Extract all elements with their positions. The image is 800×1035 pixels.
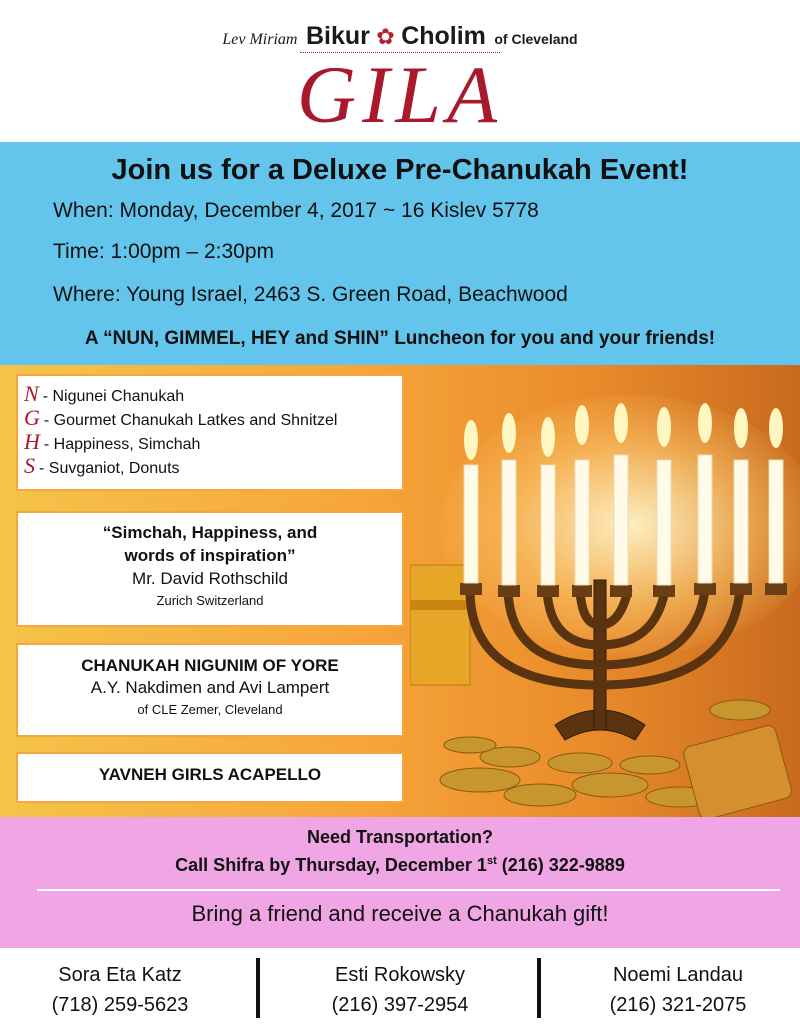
event-time: Time: 1:00pm – 2:30pm — [53, 240, 274, 263]
nghs-card — [16, 374, 404, 491]
event-where: Where: Young Israel, 2463 S. Green Road, Beachwood — [53, 283, 568, 306]
contact-separator — [256, 958, 260, 1018]
music-title: CHANUKAH NIGUNIM OF YORE — [81, 656, 339, 675]
event-info-panel — [0, 142, 800, 365]
transport-contact — [0, 855, 800, 876]
letter-n: N — [24, 381, 39, 406]
transport-question: Need Transportation? — [306, 827, 494, 847]
contact-separator — [537, 958, 541, 1018]
nghs-item-n — [24, 382, 396, 406]
menorah-photo-area — [0, 365, 800, 817]
contacts-footer — [0, 948, 800, 1035]
music-card — [16, 643, 404, 737]
event-headline: Join us for a Deluxe Pre-Chanukah Event! — [111, 154, 689, 186]
contact-phone: (718) 259-5623 — [51, 994, 189, 1016]
music-performers: A.Y. Nakdimen and Avi Lampert — [90, 678, 330, 697]
yavneh-card — [16, 752, 404, 803]
event-when: When: Monday, December 4, 2017 ~ 16 Kislev 5778 — [53, 199, 539, 222]
yavneh-title: YAVNEH GIRLS ACAPELLO — [98, 765, 322, 784]
letter-s: S — [24, 453, 35, 478]
flower-icon: ✿ — [376, 24, 395, 49]
nghs-item-h — [24, 430, 396, 454]
contact-2 — [270, 960, 530, 1020]
music-group: of CLE Zemer, Cleveland — [137, 702, 283, 717]
nghs-item-text: - Happiness, Simchah — [43, 436, 201, 453]
contact-name: Sora Eta Katz — [58, 964, 182, 986]
header — [0, 0, 800, 142]
nghs-item-s — [24, 454, 396, 478]
organization-logo — [0, 22, 800, 51]
logo-name-cholim: Cholim — [401, 22, 486, 50]
letter-h: H — [24, 429, 40, 454]
nghs-item-text: - Gourmet Chanukah Latkes and Shnitzel — [43, 412, 338, 429]
letter-g: G — [24, 405, 40, 430]
dreidel-icon — [682, 724, 793, 817]
transport-phone: (216) 322-9889 — [496, 855, 625, 875]
transport-panel — [0, 817, 800, 948]
contact-phone: (216) 321-2075 — [609, 994, 747, 1016]
contact-name: Esti Rokowsky — [334, 964, 466, 986]
luncheon-tagline: A “NUN, GIMMEL, HEY and SHIN” Luncheon for you and your friends! — [84, 328, 716, 349]
contact-phone: (216) 397-2954 — [331, 994, 469, 1016]
logo-prefix: Lev Miriam — [222, 31, 298, 48]
menorah-icon — [410, 365, 800, 817]
friend-gift-note: Bring a friend and receive a Chanukah gift! — [191, 901, 609, 926]
speaker-card — [16, 511, 404, 627]
logo-suffix: of Cleveland — [494, 31, 578, 47]
transport-contact-text: Call Shifra by Thursday, December 1 — [175, 855, 487, 875]
contact-3 — [548, 960, 800, 1020]
divider — [37, 889, 780, 891]
speaker-name: Mr. David Rothschild — [132, 569, 288, 588]
logo-name-bikur: Bikur — [305, 22, 370, 50]
contact-name: Noemi Landau — [612, 964, 744, 986]
speaker-location: Zurich Switzerland — [156, 593, 264, 608]
page-title: GILA — [296, 49, 504, 140]
speaker-quote-line1: “Simchah, Happiness, and — [102, 523, 318, 542]
speaker-quote-line2: words of inspiration” — [124, 546, 296, 565]
nghs-item-text: - Suvganiot, Donuts — [39, 460, 180, 477]
nghs-item-text: - Nigunei Chanukah — [42, 388, 185, 405]
contact-1 — [0, 960, 250, 1020]
nghs-item-g — [24, 406, 396, 430]
transport-date-suffix: st — [486, 855, 497, 867]
